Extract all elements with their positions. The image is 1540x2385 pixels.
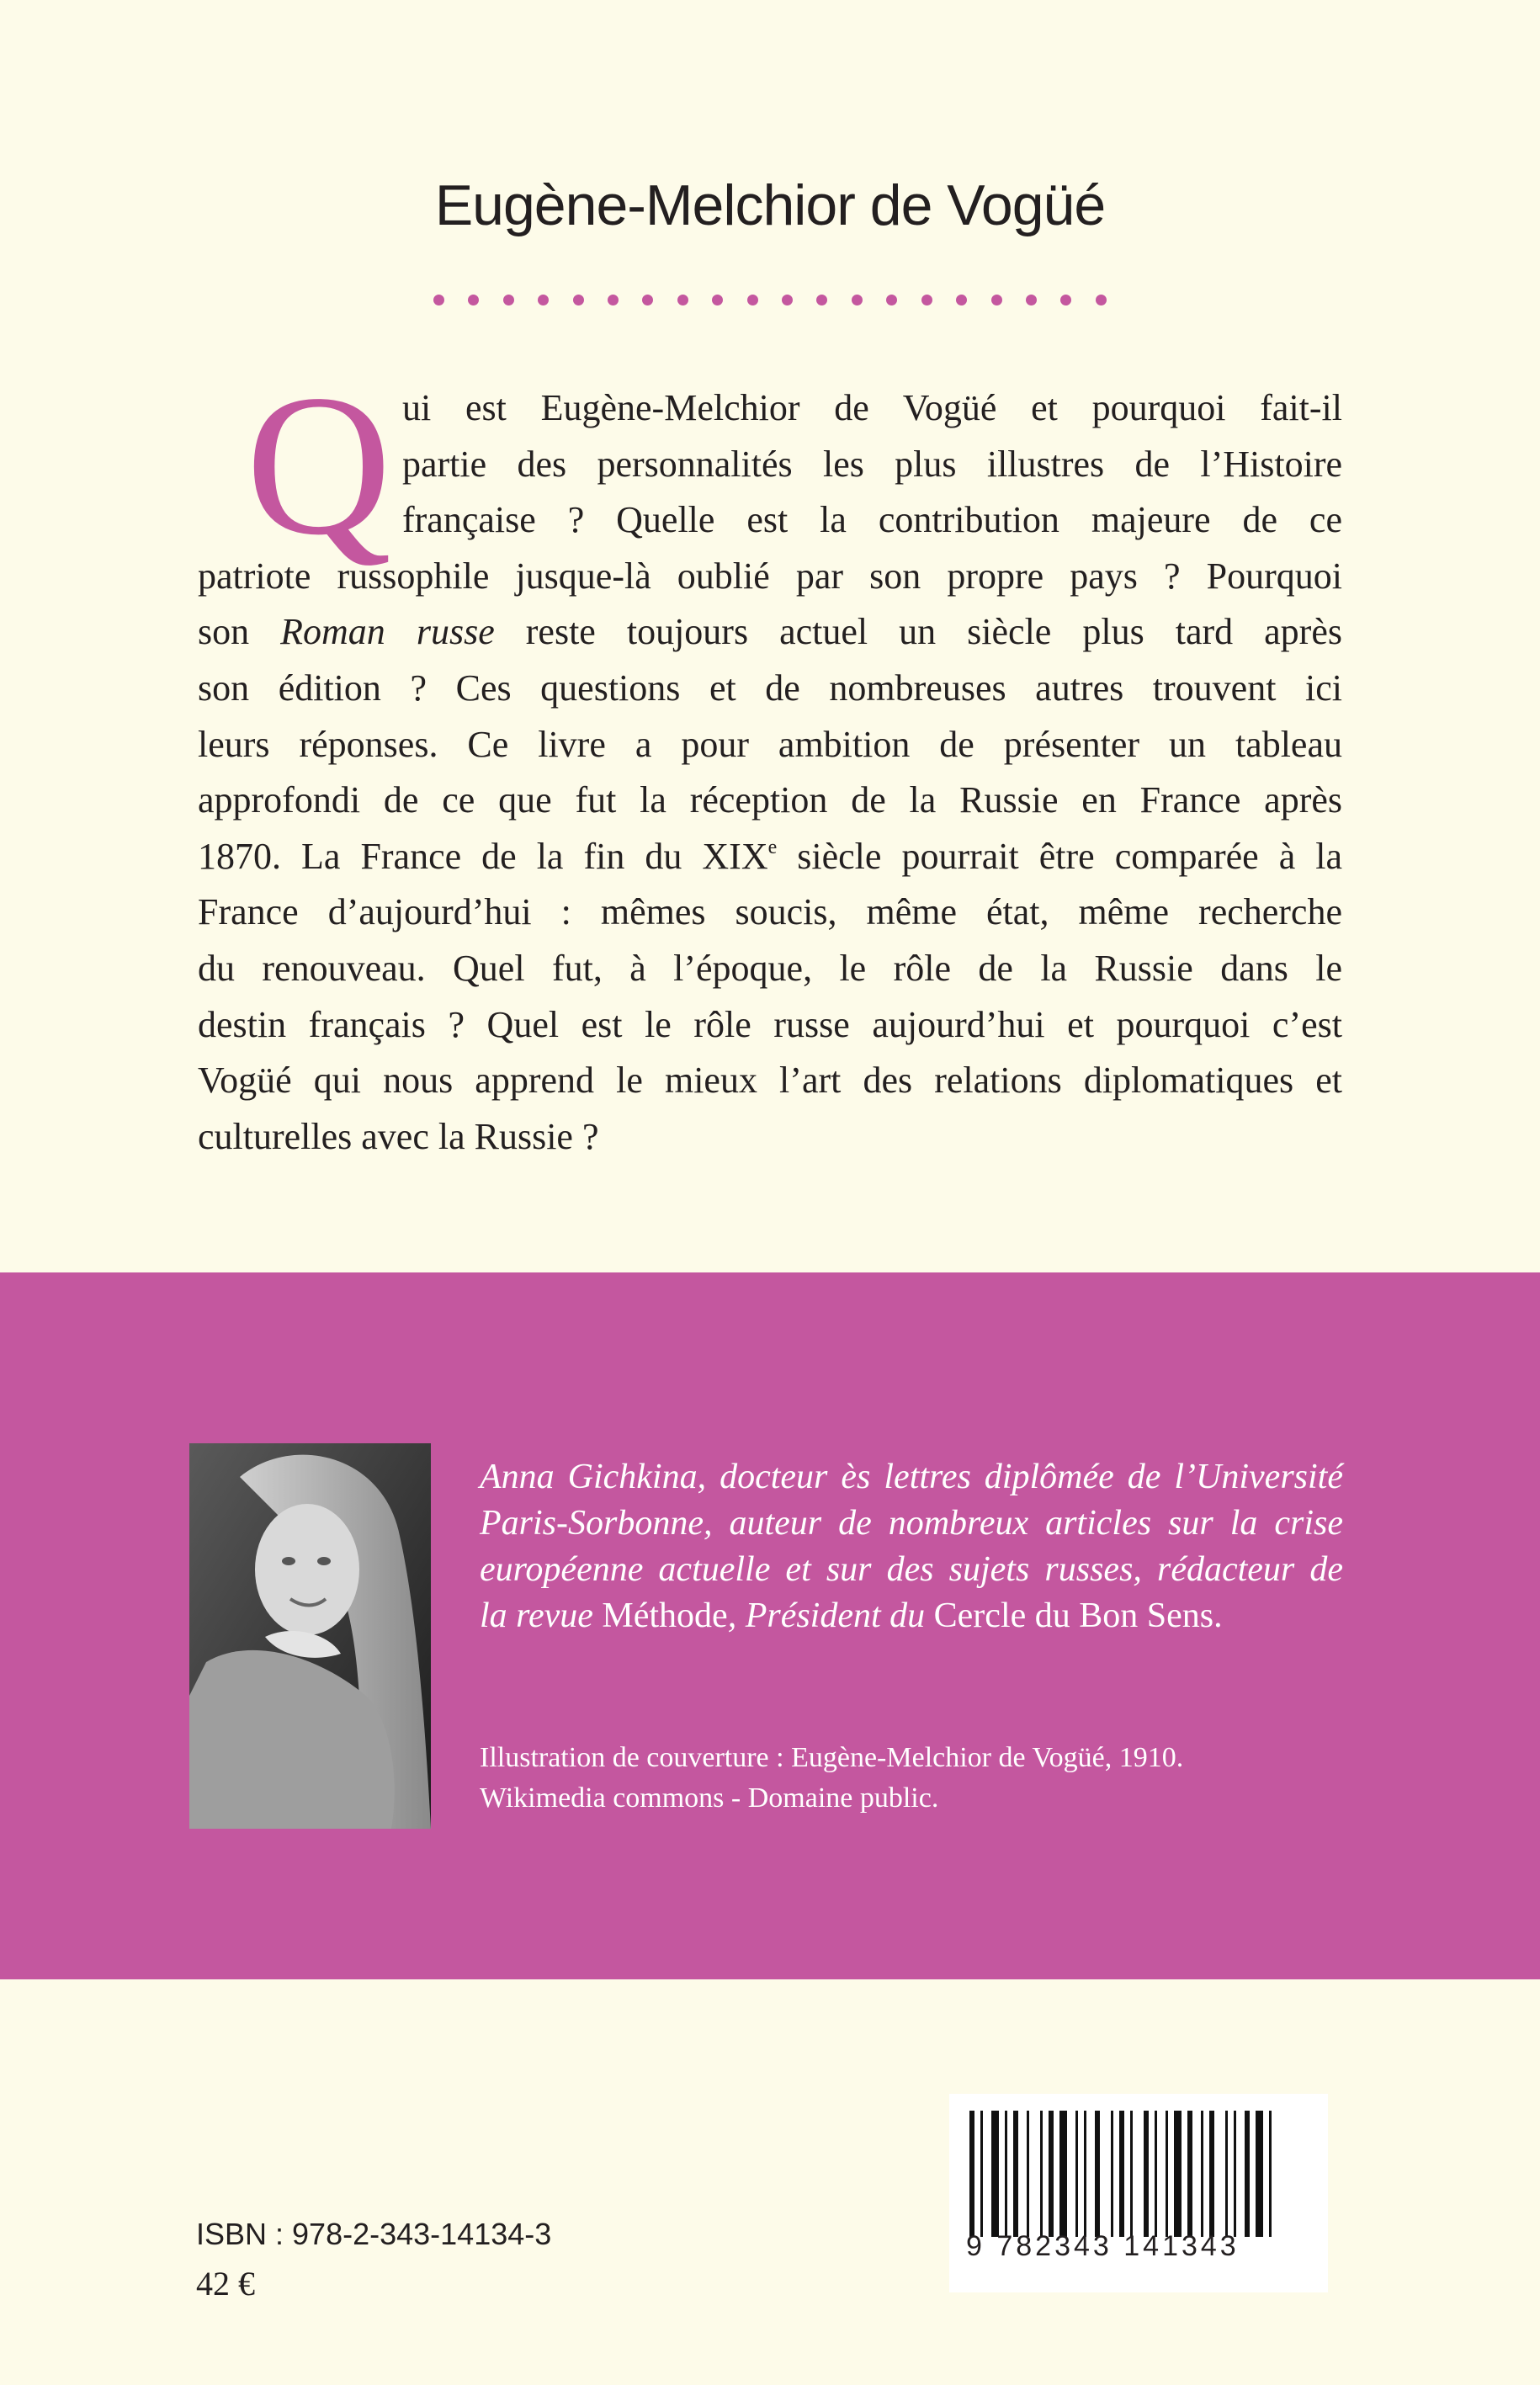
intro-line: destin français ? Quel est le rôle russe aujourd’hui et pourquoi c’est (198, 1003, 1342, 1045)
isbn: ISBN : 978-2-343-14134-3 (196, 2217, 552, 2251)
bio-line: Paris-Sorbonne, auteur de nombreux articles sur la crise (480, 1504, 1343, 1543)
price: 42 € (196, 2265, 255, 2303)
bio-line: Anna Gichkina, docteur ès lettres diplômée de l’Université (480, 1458, 1343, 1496)
intro-line: culturelles avec la Russie ? (198, 1115, 599, 1157)
author-photo (189, 1443, 431, 1829)
barcode (949, 2094, 1328, 2292)
barcode-number: 9 782343 141343 (966, 2230, 1240, 2262)
book-title: Eugène-Melchior de Vogüé (434, 173, 1106, 237)
intro-line: ui est Eugène-Melchior de Vogüé et pourquoi fait-il (402, 387, 1342, 428)
bio-line: la revue Méthode, Président du Cercle du Bon Sens. (480, 1596, 1223, 1635)
intro-line: France d’aujourd’hui : mêmes soucis, même état, même recherche (198, 891, 1342, 933)
intro-line: française ? Quelle est la contribution majeure de ce (402, 499, 1342, 541)
intro-line: approfondi de ce que fut la réception de la Russie en France après (198, 779, 1342, 821)
dotted-divider (433, 295, 1107, 310)
drop-cap: Q (246, 353, 392, 576)
intro-line: Vogüé qui nous apprend le mieux l’art des relations diplomatiques et (198, 1060, 1342, 1102)
circle-name: Cercle du Bon Sens (933, 1596, 1214, 1635)
intro-line: du renouveau. Quel fut, à l’époque, le rôle de la Russie dans le (198, 947, 1342, 989)
author-bio (480, 1454, 1343, 1639)
book-title-roman-russe: Roman russe (280, 611, 495, 653)
intro-line: son édition ? Ces questions et de nombreuses autres trouvent ici (198, 667, 1342, 709)
intro-line: son Roman russe reste toujours actuel un siècle plus tard après (198, 611, 1342, 653)
intro-paragraph (198, 380, 1342, 1165)
intro-line: 1870. La France de la fin du XIXe siècle pourrait être comparée à la (198, 835, 1342, 877)
journal-name: Méthode (602, 1596, 728, 1635)
illustration-credit: Illustration de couverture : Eugène-Melchior de Vogüé, 1910. Wikimedia commons - Domaine public. (480, 1742, 1184, 1814)
intro-line: partie des personnalités les plus illustres de l’Histoire (402, 443, 1342, 485)
intro-line: leurs réponses. Ce livre a pour ambition de présenter un tableau (198, 723, 1342, 765)
intro-line: patriote russophile jusque-là oublié par son propre pays ? Pourquoi (198, 555, 1342, 597)
bio-line: européenne actuelle et sur des sujets russes, rédacteur de (480, 1550, 1343, 1589)
barcode-bars (966, 2111, 1311, 2237)
